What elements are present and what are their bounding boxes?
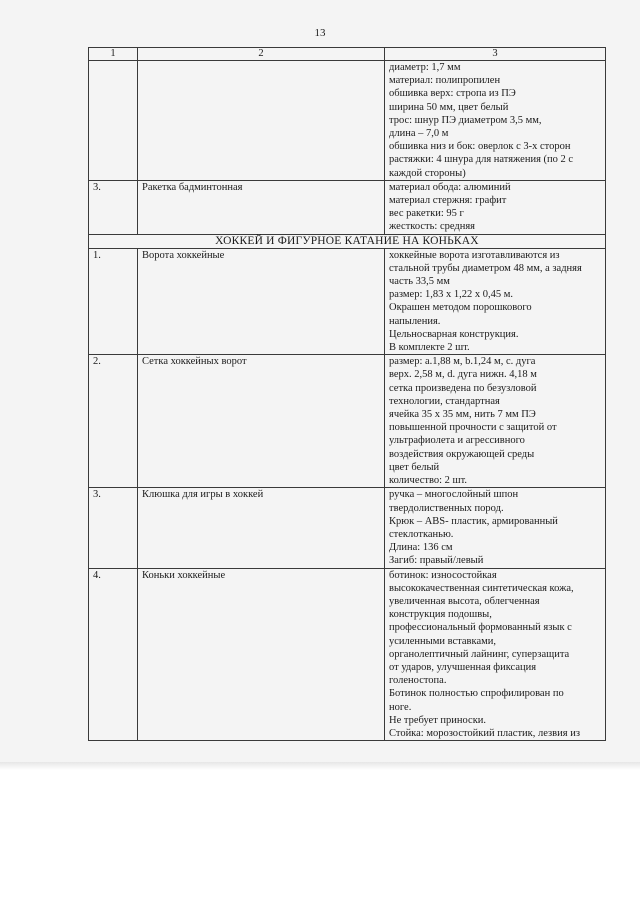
description-line: каждой стороны) xyxy=(389,167,466,179)
description-line: трос: шнур ПЭ диаметром 3,5 мм, xyxy=(389,114,542,126)
table-row xyxy=(89,488,606,568)
description-line: ширина 50 мм, цвет белый xyxy=(389,101,509,113)
description-line: жесткость: средняя xyxy=(389,221,475,233)
row-number: 4. xyxy=(89,568,138,741)
item-description xyxy=(385,355,606,488)
description-line: голеностопа. xyxy=(389,675,447,687)
table-row xyxy=(89,248,606,355)
description-line: усиленными вставками, xyxy=(389,635,496,647)
row-number: 3. xyxy=(89,488,138,568)
item-name: Ракетка бадминтонная xyxy=(138,180,385,234)
description-line: конструкция подошвы, xyxy=(389,609,492,621)
row-number: 1. xyxy=(89,248,138,355)
table-row xyxy=(89,61,606,181)
description-line: Загиб: правый/левый xyxy=(389,555,484,567)
description-line: напыления. xyxy=(389,315,441,327)
description-line: органолептичный лайнинг, суперзащита xyxy=(389,648,570,660)
section-heading-row xyxy=(89,234,606,248)
table-row xyxy=(89,180,606,234)
item-description xyxy=(385,568,606,741)
description-line: Стойка: морозостойкий пластик, лезвия из xyxy=(389,727,580,739)
description-line: размер: a.1,88 м, b.1,24 м, c. дуга xyxy=(389,356,536,368)
description-line: Цельносварная конструкция. xyxy=(389,328,519,340)
description-line: В комплекте 2 шт. xyxy=(389,342,470,354)
description-line: длина – 7,0 м xyxy=(389,128,449,140)
description-line: увеличенная высота, облегченная xyxy=(389,595,540,607)
description-line: ручка – многослойный шпон xyxy=(389,489,519,501)
table-header-row xyxy=(89,48,606,61)
page-edge-shadow xyxy=(0,762,640,770)
description-line: размер: 1,83 х 1,22 х 0,45 м. xyxy=(389,289,514,301)
item-name: Сетка хоккейных ворот xyxy=(138,355,385,488)
table-row xyxy=(89,355,606,488)
description-line: материал обода: алюминий xyxy=(389,181,511,193)
item-name: Коньки хоккейные xyxy=(138,568,385,741)
description-line: стеклотканью. xyxy=(389,528,454,540)
header-col-1: 1 xyxy=(89,48,138,61)
row-number xyxy=(89,61,138,181)
description-line: ультрафиолета и агрессивного xyxy=(389,435,525,447)
description-line: Окрашен методом порошкового xyxy=(389,302,532,314)
item-name: Ворота хоккейные xyxy=(138,248,385,355)
description-line: количество: 2 шт. xyxy=(389,475,468,487)
item-description xyxy=(385,248,606,355)
description-line: высококачественная синтетическая кожа, xyxy=(389,582,574,594)
description-line: повышенной прочности с защитой от xyxy=(389,422,557,434)
section-title: ХОККЕЙ И ФИГУРНОЕ КАТАНИЕ НА КОНЬКАХ xyxy=(89,234,606,248)
description-line: растяжки: 4 шнура для натяжения (по 2 с xyxy=(389,154,574,166)
item-name: Клюшка для игры в хоккей xyxy=(138,488,385,568)
row-number: 3. xyxy=(89,180,138,234)
description-line: ноге. xyxy=(389,701,412,713)
item-description xyxy=(385,180,606,234)
page-number: 13 xyxy=(314,27,326,39)
description-line: материал стержня: графит xyxy=(389,195,507,207)
description-line: обшивка низ и бок: оверлок с 3-х сторон xyxy=(389,141,571,153)
row-number: 2. xyxy=(89,355,138,488)
description-line: Ботинок полностью спрофилирован по xyxy=(389,688,564,700)
description-line: обшивка верх: стропа из ПЭ xyxy=(389,88,516,100)
description-line: материал: полипропилен xyxy=(389,75,501,87)
description-line: верх. 2,58 м, d. дуга нижн. 4,18 м xyxy=(389,369,537,381)
description-line: твердолиственных пород. xyxy=(389,502,504,514)
specification-table xyxy=(88,47,606,741)
table-row xyxy=(89,568,606,741)
description-line: Длина: 136 см xyxy=(389,542,453,554)
item-description xyxy=(385,488,606,568)
description-line: технологии, стандартная xyxy=(389,395,500,407)
description-line: Не требует приноски. xyxy=(389,714,487,726)
description-line: часть 33,5 мм xyxy=(389,276,450,288)
description-line: профессиональный формованный язык с xyxy=(389,622,572,634)
header-col-3: 3 xyxy=(385,48,606,61)
description-line: хоккейные ворота изготавливаются из xyxy=(389,249,560,261)
description-line: стальной трубы диаметром 48 мм, а задняя xyxy=(389,262,582,274)
description-line: воздействия окружающей среды xyxy=(389,448,535,460)
description-line: Крюк – ABS- пластик, армированный xyxy=(389,515,558,527)
item-description xyxy=(385,61,606,181)
item-name xyxy=(138,61,385,181)
description-line: диаметр: 1,7 мм xyxy=(389,62,461,73)
description-line: ячейка 35 х 35 мм, нить 7 мм ПЭ xyxy=(389,409,536,421)
description-line: цвет белый xyxy=(389,461,440,473)
header-col-2: 2 xyxy=(138,48,385,61)
description-line: ботинок: износостойкая xyxy=(389,569,497,581)
description-line: вес ракетки: 95 г xyxy=(389,208,464,220)
description-line: сетка произведена по безузловой xyxy=(389,382,537,394)
description-line: от ударов, улучшенная фиксация xyxy=(389,661,537,673)
